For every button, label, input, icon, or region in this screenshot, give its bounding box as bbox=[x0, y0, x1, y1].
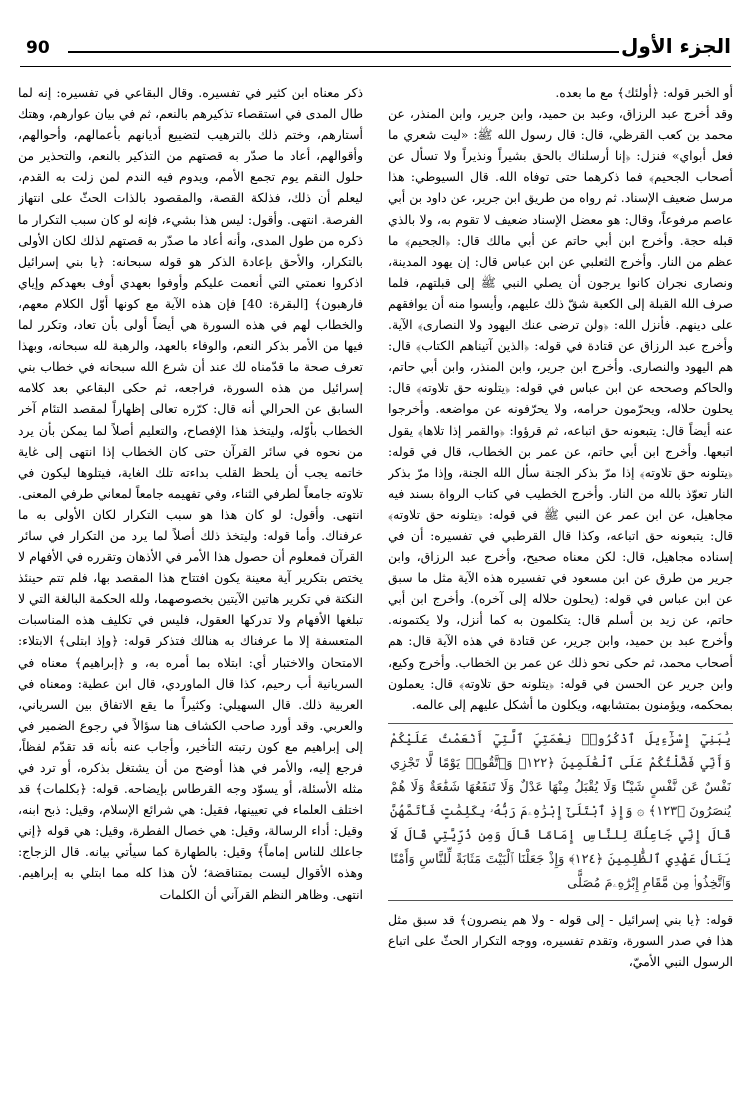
running-title: الجزء الأول bbox=[621, 34, 731, 58]
paragraph: أو الخبر قوله: ﴿أولئك﴾ مع ما بعده. bbox=[555, 85, 733, 100]
page-number: 90 bbox=[26, 38, 50, 58]
page-header bbox=[20, 34, 731, 68]
right-text-column bbox=[388, 82, 733, 1092]
paragraph: ذكر معناه ابن كثير في تفسيره. وقال البقاعي في تفسيره: إنه لما طال المدى في استقصاء تذكيرهم بالنعم، ثم في بيان عوارهم، وهتك أستارهم، وختم ذلك بالترهيب لتضييع أديانهم بأعمالهم، وأحوالهم، وأقوالهم، أعاد ما صدّر به قصتهم من التذكير بالنعم، والتحذير من حلول النقم يوم تجمع الأمم، ويدوم فيه الندم لمن زلت به القدم، ليعلم أن ذلك، فذلكة القصة، والمقصود بالذات الحثّ على انتهاز الفرصة. انتهى. وأقول: ليس هذا بشيء، فإنه لو كان سبب التكرار ما ذكره من طول المدى، وأنه أعاد ما صدّر به قصتهم لذلك لكان الأولى بالتكرار، والأحق بإعادة الذكر هو قوله سبحانه: ﴿يا بني إسرائيل اذكروا نعمتي التي أنعمت عليكم وأوفوا بعهدي أوف بعهدكم وإياي فارهبون﴾ [البقرة: 40] فإن هذه الآية مع كونها أوّل الكلام معهم، والخطاب لهم في هذه السورة هي أيضاً أولى بأن تعاد، وتكرر لما فيها من الأمر بذكر النعم، والوفاء بالعهد، والرهبة لله سبحانه، وبهذا تعرف صحة ما قدّمناه لك عند أن شرع الله سبحانه في خطاب بني إسرائيل من هذه السورة، فراجعه، ثم حكى البقاعي بعد كلامه السابق عن الحرالي أنه قال: كرّره تعالى إظهاراً لمقصد التئام آخر الخطاب بأوّله، وليتخذ هذا الإفصاح، والتعليم أصلاً لما يمكن بأن يرد من نحوه في سائر القرآن حتى كان الخطاب إذا انتهى إلى غاية خاتمه يجب أن يلحظ القلب بداءته تلك الغاية، فيتلوها ليكون في تلاوته جامعاً لطرفي الثناء، وفي تفهيمه جامعاً لمعاني طرفي المعنى. انتهى. وأقول: لو كان هذا هو سبب التكرار لكان الأولى به ما عرفناك. وأما قوله: وليتخذ ذلك أصلاً لما يرد من التكرار في سائر القرآن فمعلوم أن حصول هذا الأمر في الأذهان وتقرره في الأفهام لا يختص بتكرير آية معينة يكون افتتاح هذا المقصد بها، فلم تتم حينئذ النكتة في تكرير هاتين الآيتين بخصوصهما، ولله الحكمة البالغة التي لا تبلغها الأفهام ولا تدركها العقول، فليس في تكليف هذه المناسبات المتعسفة إلا ما عرفناك به هنالك فتذكر قوله: ﴿وإذ ابتلى﴾ الابتلاء: الامتحان والاختبار أي: ابتلاه بما أمره به، و ﴿إبراهيم﴾ معناه في السريانية أب رحيم، كذا قال الماوردي، قال ابن عطية: ومعناه في العربية ذلك. قال السهيلي: وكثيراً ما يقع الاتفاق بين السرياني، والعربي. وقد أورد صاحب الكشاف هنا سؤالاً في رجوع الضمير في إلى إبراهيم مع كون رتبته التأخير، وأجاب عنه بأنه قد تقدّم لفظاً، فرجع إليه، والأمر في هذا أوضح من أن يشتغل بذكره، أو ترد في مثله الأسئلة، أو يسوّد وجه القرطاس بإيضاحه. قوله: ﴿بكلمات﴾ قد اختلف العلماء في تعيينها، فقيل: هي شرائع الإسلام، وقيل: ذبح ابنه، وقيل: أداء الرسالة، وقيل: هي خصال الفطرة، وقيل: هي قوله ﴿إني جاعلك للناس إماماً﴾ وقيل: بالطهارة كما سيأتي بيانه. قال الزجاج: وهذه الأقوال ليست بمتناقضة؛ لأن هذا كله مما ابتلي به إبراهيم. انتهى. وظاهر النظم القرآني أن الكلمات bbox=[18, 85, 363, 902]
paragraph: قوله: ﴿يا بني إسرائيل - إلى قوله - ولا هم ينصرون﴾ قد سبق مثل هذا في صدر السورة، وتقدم تفسيره، ووجه التكرار الحثّ على اتباع الرسول النبي الأميّ، bbox=[388, 911, 733, 969]
left-text-column bbox=[18, 82, 363, 1092]
header-rule bbox=[68, 51, 619, 53]
header-underline bbox=[20, 66, 731, 67]
quran-verses-block: يَٰبَنِيٓ إِسْرَٰٓءِيلَ ٱذْكُرُوا۟ نِعْمَتِيَ ٱلَّتِيٓ أَنْعَمْتُ عَلَيْكُمْ وَأَنِّي فَضَّلْتُكُمْ عَلَى ٱلْعَٰلَمِينَ ﴿١٢٢﴾ وَٱتَّقُوا۟ يَوْمًا لَّا تَجْزِي نَفْسٌ عَن نَّفْسٍ شَيْـًٔا وَلَا يُقْبَلُ مِنْهَا عَدْلٌ وَلَا تَنفَعُهَا شَفَٰعَةٌ وَلَا هُمْ يُنصَرُونَ ﴿١٢٣﴾ ۞ وَإِذِ ٱبْتَلَىٰٓ إِبْرَٰهِۦمَ رَبُّهُۥ بِكَلِمَٰتٍ فَأَتَمَّهُنَّ قَالَ إِنِّي جَاعِلُكَ لِلنَّاسِ إِمَامًا قَالَ وَمِن ذُرِّيَّتِي قَالَ لَا يَنَالُ عَهْدِي ٱلظَّٰلِمِينَ ﴿١٢٤﴾ وَإِذْ جَعَلْنَا ٱلْبَيْتَ مَثَابَةً لِّلنَّاسِ وَأَمْنًا وَٱتَّخِذُوا۟ مِن مَّقَامِ إِبْرَٰهِۦمَ مُصَلًّى bbox=[388, 723, 733, 901]
paragraph: وقد أخرج عبد الرزاق، وعبد بن حميد، وابن جرير، وابن المنذر، عن محمد بن كعب القرظي، قال: قال رسول الله ﷺ: «ليت شعري ما فعل أبواي» فنزل: ﴿إنا أرسلناك بالحق بشيراً ونذيراً ولا تسأل عن أصحاب الجحيم﴾ فما ذكرهما حتى توفاه الله. قال السيوطي: هذا مرسل ضعيف الإسناد. ثم رواه من طريق ابن جرير، عن داود بن أبي عاصم مرفوعاً، وقال: هو معضل الإسناد ضعيف لا تقوم به، ولا بالذي قبله حجة. وأخرج ابن أبي حاتم عن أبي مالك قال: ﴿الجحيم﴾ ما عظم من النار. وأخرج الثعلبي عن ابن عباس قال: إن يهود المدينة، ونصارى نجران كانوا يرجون أن يصلي النبي ﷺ إلى قبلتهم، فلما صرف الله القبلة إلى الكعبة شقّ ذلك عليهم، وأيسوا منه أن يوافقهم على دينهم. فأنزل الله: ﴿ولن ترضى عنك اليهود ولا النصارى﴾ الآية. وأخرج عبد الرزاق عن قتادة في قوله: ﴿الذين آتيناهم الكتاب﴾ قال: هم اليهود والنصارى. وأخرج ابن جرير، وابن المنذر، وابن أبي حاتم، والحاكم وصححه عن ابن عباس في قوله: ﴿يتلونه حق تلاوته﴾ قال: يحلون حلاله، ويحرّمون حرامه، ولا يحرّفونه عن مواضعه. وأخرجوا عنه أيضاً قال: يتبعونه حق اتباعه، ثم قرؤوا: ﴿والقمر إذا تلاها﴾ يقول اتبعها. وأخرج ابن أبي حاتم، عن عمر بن الخطاب، قال في قوله: ﴿يتلونه حق تلاوته﴾ إذا مرّ بذكر الجنة سأل الله الجنة، وإذا مرّ بذكر النار تعوّذ بالله من النار. وأخرج الخطيب في كتاب الرواة بسند فيه مجاهيل، عن ابن عمر عن النبي ﷺ في قوله: ﴿يتلونه حق تلاوته﴾ قال: يتبعونه حق اتباعه، وكذا قال القرطبي في تفسيره: أن في إسناده مجاهيل، قال: لكن معناه صحيح، وأخرج عبد الرزاق، وابن جرير من طرق عن ابن مسعود في تفسيره هذه الآية مثل ما سبق عن ابن عباس في قوله: (يحلون حلاله إلى آخره). وأخرج ابن أبي حاتم، عن زيد بن أسلم قال: يتكلمون به كما أنزل، ولا يكتمونه. وأخرج عبد بن حميد، وابن جرير، عن قتادة في هذه الآية قال: هم أصحاب محمد، ثم حكى نحو ذلك عن عمر بن الخطاب. وأخرج وكيع، وابن جرير عن الحسن في قوله: ﴿يتلونه حق تلاوته﴾ قال: يعملون بمحكمه، ويؤمنون بمتشابهه، ويكلون ما أشكل عليهم إلى عالمه. bbox=[388, 106, 733, 712]
